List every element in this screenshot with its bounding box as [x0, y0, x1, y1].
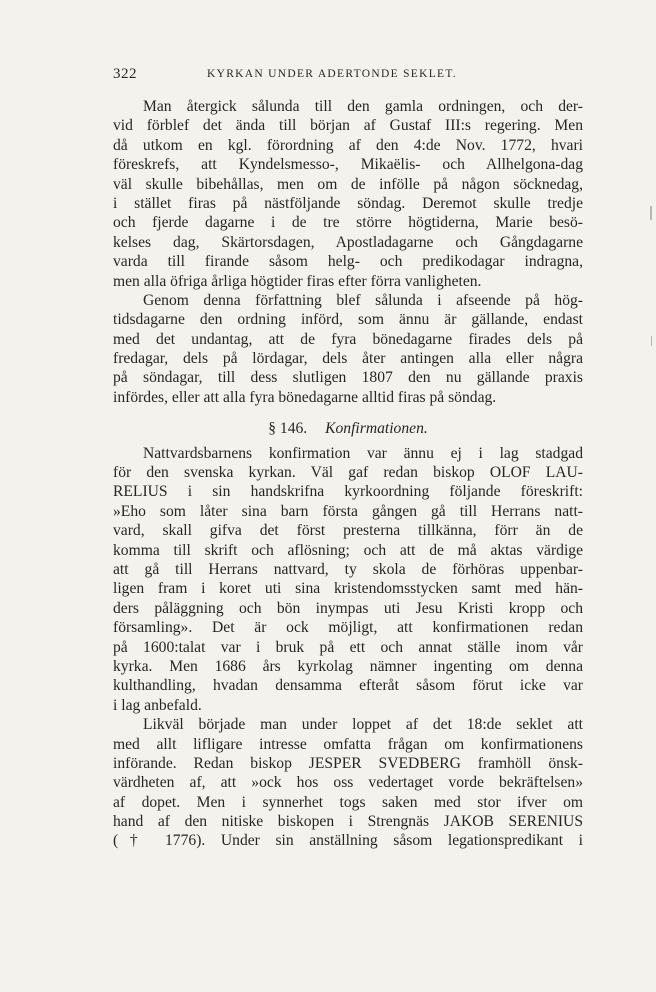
text-line: men alla öfriga årliga högtider firas efter förra vanligheten.	[113, 272, 482, 290]
text-line: i stället firas på nästföljande söndag. Deremot skulle tredje	[113, 194, 583, 212]
text-line: infördes, eller att alla fyra bönedagarne alltid firas på söndag.	[113, 388, 497, 406]
text-line: i lag anbefald.	[113, 696, 202, 714]
text-line: införande. Redan biskop JESPER SVEDBERG framhöll önsk-	[113, 754, 583, 772]
text-line: hand af den nitiske biskopen i Strengnäs JAKOB SERENIUS	[113, 813, 583, 831]
text-line: ligen fram i koret uti sina kristendomsstycken samt med hän-	[113, 580, 583, 598]
scan-edge-mark	[650, 206, 652, 220]
text-line: RELIUS i sin handskrifna kyrkoordning följande föreskrift:	[113, 483, 583, 501]
text-line: kelses dag, Skärtorsdagen, Apostladagarne och Gångdagarne	[113, 233, 583, 251]
text-line: Nattvardsbarnens konfirmation var ännu ej i lag stadgad	[143, 444, 583, 462]
text-line: tidsdagarne den ordning införd, som ännu är gällande, endast	[113, 311, 583, 329]
text-line: med det undantag, att de fyra bönedagarne firades dels på	[113, 330, 583, 348]
text-line: att gå till Herrans nattvard, ty skola de förhöras uppenbar-	[113, 560, 583, 578]
paragraph-3	[113, 444, 583, 715]
body-text	[113, 97, 583, 851]
text-line: föreskrefs, att Kyndelsmesso-, Mikaëlis- och Allhelgona-dag	[113, 156, 583, 174]
text-line: med allt lifligare intresse omfatta frågan om konfirmationens	[113, 735, 583, 753]
text-line: varda till firande såsom helg- och predikodagar indragna,	[113, 253, 583, 271]
text-line: komma till skrift och aflösning; och att de må aktas värdige	[113, 541, 583, 559]
text-line: ders påläggning och bön inympas uti Jesu Kristi kropp och	[113, 599, 583, 617]
text-line: värdheten af, att »ock hos oss vedertaget vorde bekräftelsen»	[113, 774, 583, 792]
text-line: Likväl började man under loppet af det 18:de seklet att	[143, 716, 583, 734]
text-line: »Eho som låter sina barn första gången gå till Herrans natt-	[113, 502, 583, 520]
section-number: § 146.	[268, 420, 308, 438]
text-line: kyrka. Men 1686 års kyrkolag nämner ingenting om denna	[113, 657, 583, 675]
text-line: på söndagar, till dess slutligen 1807 den nu gällande praxis	[113, 369, 583, 387]
paragraph-2	[113, 291, 583, 407]
text-line: († 1776). Under sin anställning såsom legationspredikant i	[113, 832, 583, 850]
text-line: fredagar, dels på lördagar, dels åter antingen alla eller några	[113, 350, 583, 368]
text-line: församling». Det är ock möjligt, att konfirmationen redan	[113, 619, 583, 637]
text-line: på 1600:talat var i bruk på ett och annat ställe inom vår	[113, 638, 583, 656]
paragraph-4	[113, 715, 583, 851]
paragraph-1	[113, 97, 583, 291]
text-line: vid förblef det ända till början af Gustaf III:s regering. Men	[113, 117, 583, 135]
section-heading	[113, 419, 583, 438]
page-number: 322	[113, 66, 137, 82]
text-line: kulthandling, hvadan densamma efteråt såsom förut icke var	[113, 677, 583, 695]
scan-edge-mark	[651, 336, 652, 346]
text-line: Man återgick sålunda till den gamla ordningen, och der-	[143, 98, 583, 115]
text-line: för den svenska kyrkan. Väl gaf redan biskop OLOF LAU-	[113, 464, 583, 482]
running-head: KYRKAN UNDER ADERTONDE SEKLET.	[207, 68, 457, 80]
text-line: vard, skall gifva det först presterna tillkänna, förr än de	[113, 522, 583, 540]
section-title: Konfirmationen.	[325, 420, 428, 438]
text-line: Genom denna författning blef sålunda i afseende på hög-	[143, 291, 583, 309]
text-line: väl skulle bibehållas, men om de infölle på någon söcknedag,	[113, 175, 583, 193]
text-line: af dopet. Men i synnerhet togs saken med stor ifver om	[113, 793, 583, 811]
text-line: då utkom en kgl. förordning af den 4:de Nov. 1772, hvari	[113, 136, 583, 154]
text-line: och fjerde dagarne i de tre större högtiderna, Marie besö-	[113, 214, 583, 232]
page-header	[113, 66, 583, 86]
